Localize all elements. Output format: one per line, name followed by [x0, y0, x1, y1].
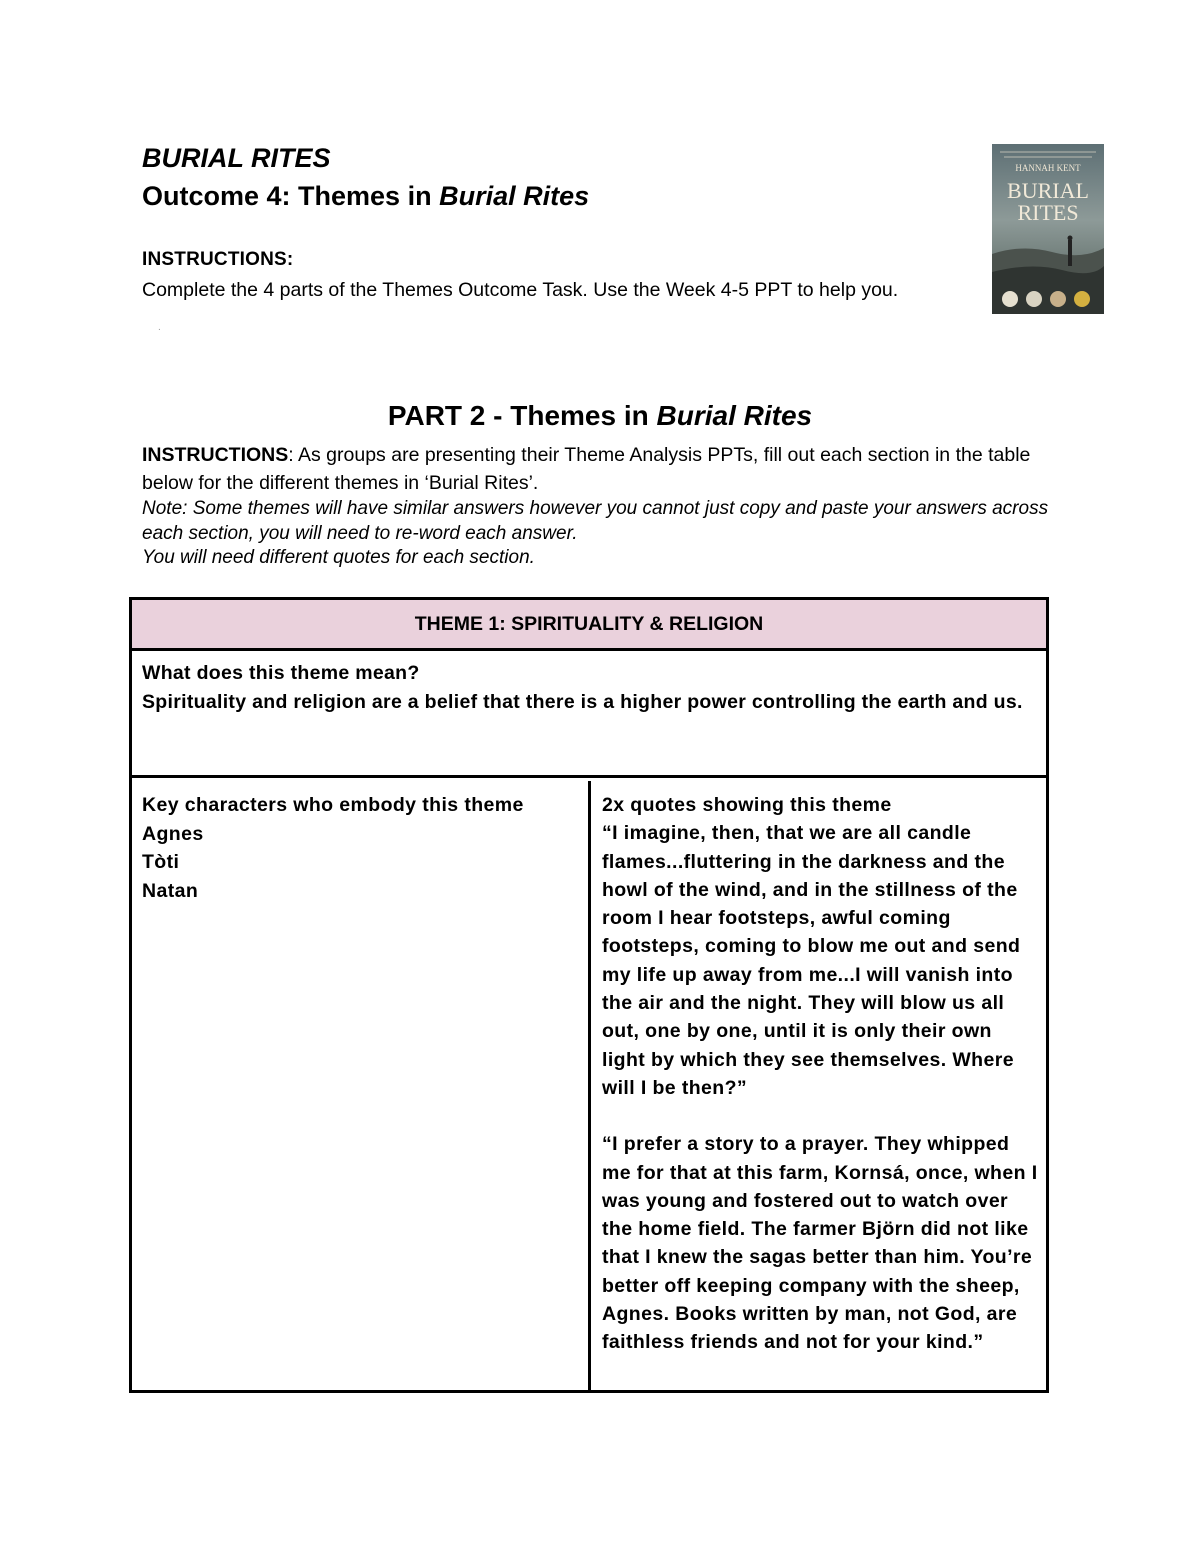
quote-2: “I prefer a story to a prayer. They whipped me for that at this farm, Kornsá, once, when I was young and fostered out to watch over the home field. The farmer Björn did not like that I knew the sagas better than him. You’re better off keeping company with the sheep, Agnes. Books written by man, not God, are faithless friends and not for your kind.”: [602, 1133, 1038, 1354]
note-line-1: Note: Some themes will have similar answers however you cannot just copy and paste your answers across each section, you will need to re-word each answer.: [142, 498, 1049, 544]
outcome-book-title: Burial Rites: [439, 181, 590, 211]
part2-instructions: [142, 441, 1062, 497]
cover-author: HANNAH KENT: [1015, 163, 1081, 173]
cover-title-line2: RITES: [1017, 200, 1079, 225]
document-title: BURIAL RITES: [142, 143, 331, 173]
quote-spacer: [602, 1102, 1038, 1130]
instructions-label: INSTRUCTIONS:: [142, 249, 294, 270]
key-characters-cell: [132, 781, 591, 1390]
meaning-answer: Spirituality and religion are a belief that there is a higher power controlling the earth and us.: [142, 691, 1023, 713]
character-item: Natan: [142, 879, 199, 902]
characters-heading: Key characters who embody this theme: [142, 794, 524, 816]
outcome-prefix: Outcome 4: Themes in: [142, 181, 440, 211]
part2-note: [142, 497, 1062, 571]
quotes-heading: 2x quotes showing this theme: [602, 794, 892, 816]
meaning-question: What does this theme mean?: [142, 662, 420, 684]
theme-heading: THEME 1: SPIRITUALITY & RELIGION: [132, 600, 1046, 651]
character-item: Tòti: [142, 851, 180, 873]
part2-title-book: Burial Rites: [656, 400, 813, 431]
quote-1: “I imagine, then, that we are all candle flames...fluttering in the darkness and the howl of the wind, and in the stillness of the room I hear footsteps, awful coming footsteps, coming to blow me out and send my life up away from me...I will vanish into the air and the night. They will blow us all out, one by one, until it is only their own light by which they see themselves. Where will I be then?”: [602, 822, 1021, 1099]
outcome-heading: [142, 181, 589, 212]
part2-instructions-label: INSTRUCTIONS: [142, 444, 289, 466]
quotes-cell: [594, 781, 1046, 1390]
theme-table: [129, 597, 1049, 1393]
cover-title-line1: BURIAL: [1007, 178, 1089, 203]
theme-meaning-cell: [132, 651, 1046, 778]
part2-instructions-text: : As groups are presenting their Theme Analysis PPTs, fill out each section in the table below for the different themes in ‘Burial Rites’.: [142, 444, 1031, 494]
part2-title: [0, 400, 1200, 432]
part2-title-prefix: PART 2 - Themes in: [387, 400, 657, 431]
stray-mark: .: [158, 322, 161, 333]
instructions-text: Complete the 4 parts of the Themes Outcome Task. Use the Week 4-5 PPT to help you.: [142, 279, 899, 301]
note-line-2: You will need different quotes for each section.: [142, 547, 535, 568]
book-cover-image: [992, 144, 1104, 314]
character-item: Agnes: [142, 822, 204, 845]
